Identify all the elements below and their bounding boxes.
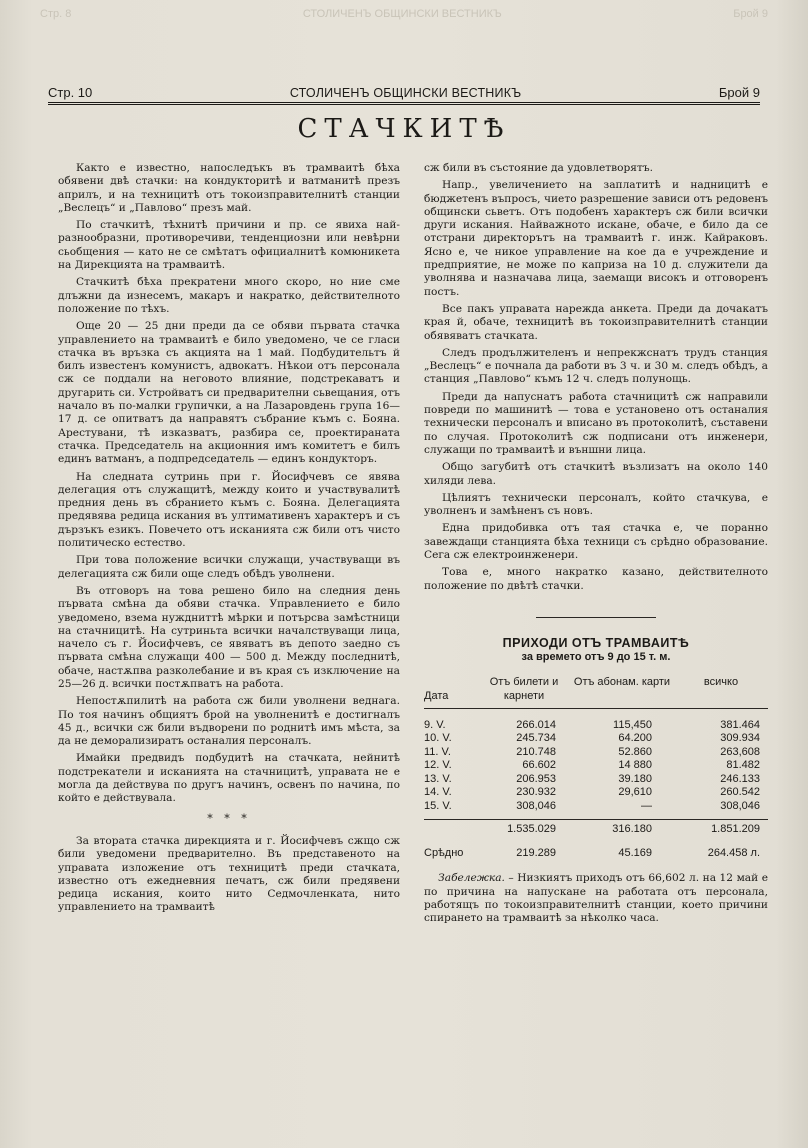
- cell-tickets: 210.748: [516, 745, 556, 758]
- table-note: [424, 872, 768, 925]
- paragraph: При това положение всички служащи, участвуващи въ делегацията сж били още следъ обѣдъ уволнени.: [58, 554, 400, 580]
- paragraph: Стачкитѣ бѣха прекратени много скоро, но ние сме длъжни да изнесемъ, макаръ и накратко, действителното положение по тѣхъ.: [58, 276, 400, 315]
- cell-tickets: 66.602: [522, 759, 556, 772]
- cell-tickets: 245.734: [516, 732, 556, 745]
- bleed-paper: СТОЛИЧЕНЪ ОБЩИНСКИ ВЕСТНИКЪ: [302, 8, 502, 20]
- cell-subscriptions: 316.180: [612, 823, 652, 836]
- cell-subscriptions: 29,610: [618, 786, 652, 799]
- bleed-issue: Брой 9: [733, 8, 768, 20]
- cell-date: [424, 823, 478, 837]
- cell-total: 1.851.209: [711, 823, 760, 836]
- issue-number: Брой 9: [718, 85, 760, 100]
- cell-date: 11. V.: [424, 745, 451, 758]
- cell-total: 246.133: [720, 772, 760, 785]
- header-date: Дата: [424, 690, 449, 703]
- paragraph: За втората стачка дирекцията и г. Йосифчевъ сжщо сж били уведомени предварително. Въ представеното на управата изложение отъ техницитѣ преди стачката, известно отъ ежедневния печатъ, сж били предявени редица искания, които нито Седмочленката, нито управлението на трамваитѣ: [58, 834, 400, 914]
- paragraph: Цѣлиятъ технически персоналъ, който стачкува, е уволненъ и замѣненъ съ новъ.: [424, 491, 768, 518]
- table-header-row: [424, 676, 768, 709]
- table-subtitle: за времето отъ 9 до 15 т. м.: [521, 650, 671, 663]
- table-row: [424, 773, 768, 787]
- cell-total: 308,046: [720, 799, 760, 812]
- cell-total: 81.482: [726, 759, 760, 772]
- paragraph: Имайки предвидъ подбудитѣ на стачката, нейнитѣ подстрекатели и исканията на стачницитѣ, управата не е могла да действува по другъ начинъ, освенъ по начина, по който е действувала.: [58, 752, 400, 805]
- paragraph: Както е известно, напоследъкъ въ трамваитѣ бѣха обявени двѣ стачки: на кондукторитѣ и ватманитѣ презъ априлъ, и на техницитѣ отъ токоизправителнитѣ станции „Веслецъ“ и „Павлово“ презъ май.: [58, 162, 400, 214]
- cell-total: 264.458 л.: [707, 846, 760, 859]
- paragraph: Една придобивка отъ тая стачка е, че поранно завеждащи станцията бѣха техници съ срѣдно образование. Сега сж електроинженери.: [424, 522, 768, 562]
- cell-tickets: 308,046: [516, 799, 556, 812]
- bleed-through-header: [40, 8, 768, 24]
- cell-tickets: 230.932: [516, 786, 556, 799]
- paragraph: Още 20 — 25 дни преди да се обяви първата стачка управлението на трамваитѣ е било уведомено, че се гласи стачка въ връзка съ акцията на 1 май. Подбудительтъ й билъ известенъ комунистъ, адвокатъ. Нѣкои отъ персонала сж се поддали на неговото влияние, подстрекаватъ и другарить си. Устройватъ си предварителни сьвещания, отъ начало въ по-малки групички, а на Лазаровдень група 16—17 д. се опитватъ да направятъ събрание къмъ с. Бояна. Арестувани, тѣ изказватъ, разбира се, проектираната стачка. Председатель на акционния имъ комитетъ е билъ единъ ватманъ, а подпредседатель — единъ кондукторъ.: [58, 320, 400, 466]
- cell-date: 15. V.: [424, 799, 452, 812]
- table-title: ПРИХОДИ ОТЪ ТРАМВАИТѢ: [502, 635, 690, 650]
- table-average-row: [424, 847, 768, 861]
- cell-subscriptions: 52.860: [618, 745, 652, 758]
- cell-total: 263,608: [720, 745, 760, 758]
- paragraph: Общо загубитѣ отъ стачкитѣ възлизатъ на около 140 хиляди лева.: [424, 461, 768, 487]
- table-row: [424, 719, 768, 733]
- header-subscriptions: Отъ абонам. карти: [573, 676, 671, 689]
- table-row: [424, 759, 768, 773]
- paragraph: По стачкитѣ, тѣхнитѣ причини и пр. се явиха най-разнообразни, противоречиви, тенденциозни или невѣрни сьобщения — като не се смѣтатъ официалнитѣ комюникета на Дирекцията на трамваитѣ.: [58, 219, 400, 272]
- cell-tickets: 206.953: [516, 772, 556, 785]
- running-header: [48, 76, 760, 105]
- right-column: [424, 162, 768, 925]
- paragraph: Следъ продължителенъ и непрекжснатъ трудъ станция „Веслецъ“ е почнала да работи въ 3 ч. и 30 м. следъ обѣдъ, а станция „Павлово“ къмъ 12 ч. следъ полунощь.: [424, 346, 768, 386]
- bleed-page: Стр. 8: [40, 8, 72, 20]
- left-column: [58, 162, 400, 919]
- cell-date: 14. V.: [424, 786, 452, 799]
- cell-subscriptions: —: [641, 799, 652, 812]
- section-separator: * * *: [207, 811, 251, 825]
- paragraph: сж били въ състояние да удовлетворятъ.: [424, 162, 653, 174]
- paragraph: Това е, много накратко казано, действителното положение по двѣтѣ стачки.: [424, 566, 768, 592]
- cell-subscriptions: 14 880: [618, 759, 652, 772]
- cell-subscriptions: 115,450: [613, 718, 652, 731]
- cell-total: 260.542: [720, 786, 760, 799]
- revenue-table: [424, 676, 768, 860]
- header-total: всичко: [703, 676, 739, 689]
- paragraph: Непостѫпилитѣ на работа сж били уволнени веднага. По тоя начинъ общиятъ брой на уволненитѣ е достигналъ 45 д., всички сж били въдворени по роднитѣ имъ мѣста, за да не деморализиратъ останалия персоналъ.: [58, 695, 400, 748]
- cell-date: 13. V.: [424, 772, 452, 785]
- newspaper-name: СТОЛИЧЕНЪ ОБЩИНСКИ ВЕСТНИКЪ: [289, 86, 522, 100]
- table-row: [424, 786, 768, 800]
- note-label: Забележка.: [438, 872, 505, 885]
- cell-date: 9. V.: [424, 718, 446, 731]
- paragraph: Въ отговоръ на това решено било на следния день първата смѣна да обяви стачка. Управлението е било уведомено, взема нуждниттѣ мѣрки и потърсва замѣстници на стачницитѣ. На сутриньта всички началствуващи лица, начело съ г. Йосифчевъ, се явяватъ въ депото заедно съ първата смѣна служащи 400 — 500 д. Между последнитѣ, обаче, настѫпва разколебание и въ края съ изключение на 25—26 д. всички постѫпватъ на работа.: [58, 584, 400, 690]
- cell-subscriptions: 45.169: [618, 846, 652, 859]
- paragraph: Напр., увеличението на заплатитѣ и надницитѣ е бюджетенъ въпросъ, чието разрешение зависи отъ редовенъ общински сьветъ. Отъ подобенъ характеръ сж били всички други искания. Найважното искане, обаче, е било да се отстрани директорътъ на трамваитѣ г. инж. Кайраковъ. Ясно е, че никое управление на кое да е учреждение и предприятие, не може по каприза на 10 д. служители да уволнява и назначава лица, заемащи високъ и отговоренъ постъ.: [424, 179, 768, 298]
- table-row: [424, 746, 768, 760]
- cell-total: 381.464: [720, 718, 760, 731]
- cell-subscriptions: 64.200: [618, 732, 652, 745]
- cell-total: 309.934: [720, 732, 760, 745]
- note-text: – Низкиятъ приходъ отъ 66,602 л. на 12 май е по причина на напускане на работата отъ персонала, работящъ по токоизправителнитѣ станции, което причини спирането на трамваитѣ за нѣколко часа.: [424, 872, 768, 925]
- table-row: [424, 732, 768, 746]
- page-number: Стр. 10: [48, 85, 93, 100]
- paragraph: Все пакъ управата нарежда анкета. Преди да дочакатъ края й, обаче, техницитѣ въ токоизправителнитѣ станции обявяватъ стачката.: [424, 302, 768, 342]
- cell-label: Срѣдно: [424, 846, 464, 859]
- table-row: [424, 800, 768, 814]
- cell-tickets: 219.289: [516, 846, 556, 859]
- paragraph: Преди да напуснатъ работа стачницитѣ сж направили повреди по машинитѣ — това е установено отъ останалия технически персоналъ и вписано въ протоколитѣ, съставени по случая. Протоколитѣ сж подписани отъ инженери, служащи по трамваитѣ и външни лица.: [424, 390, 768, 456]
- cell-tickets: 266.014: [516, 718, 556, 731]
- article-title: СТАЧКИТѢ: [297, 114, 511, 144]
- header-tickets: Отъ билети и карнети: [489, 676, 559, 702]
- cell-tickets: 1.535.029: [507, 823, 556, 836]
- cell-date: 10. V.: [424, 732, 452, 745]
- divider: [536, 617, 656, 618]
- cell-date: 12. V.: [424, 759, 452, 772]
- cell-subscriptions: 39.180: [618, 772, 652, 785]
- paragraph: На следната сутринь при г. Йосифчевъ се явява делегация отъ служащитѣ, между които и участвувалитѣ предния день въ сбранието къмъ с. Бояна. Делегацията предявява редица искания въ ултимативенъ характеръ и съ дързъкъ езикъ. Повечето отъ исканията сж били отъ чисто политическо естество.: [58, 470, 400, 550]
- table-total-row: [424, 819, 768, 837]
